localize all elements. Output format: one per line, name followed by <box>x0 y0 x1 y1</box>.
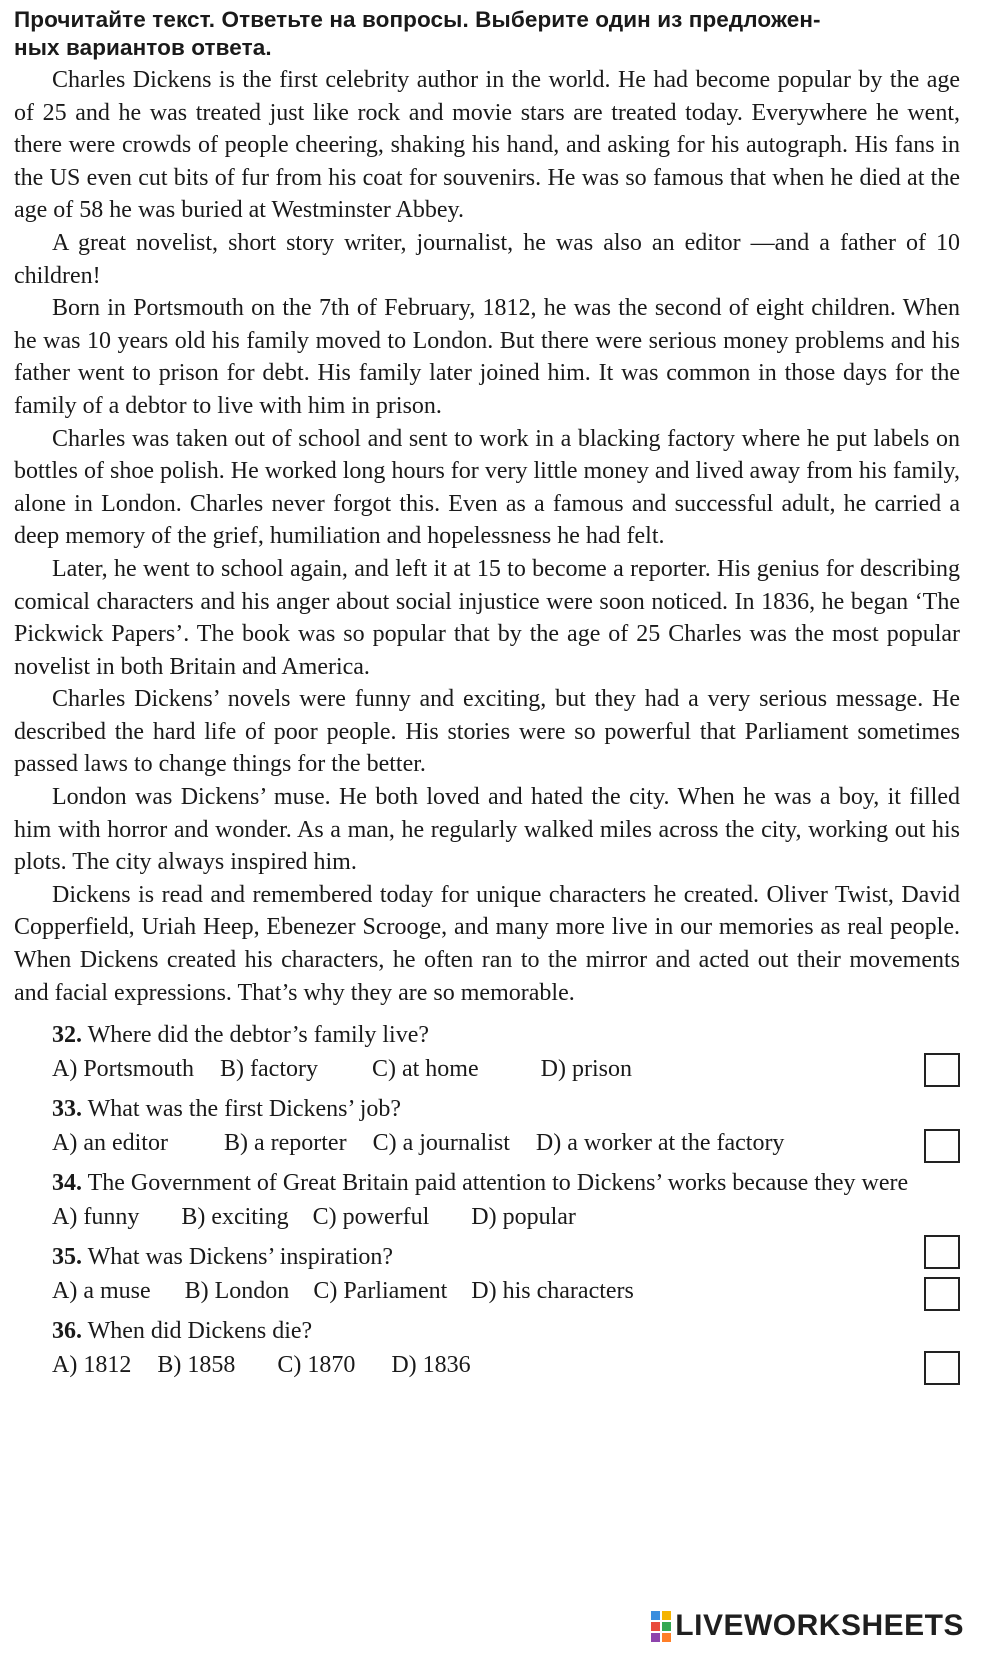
question-text: What was the first Dickens’ job? <box>87 1096 402 1123</box>
reading-passage <box>14 64 960 1009</box>
worksheet-page <box>14 6 960 1389</box>
passage-paragraph: Born in Portsmouth on the 7th of February, 1812, he was the second of eight children. When he was 10 years old his family moved to London. But there were serious money problems and his father went to prison for debt. His family later joined him. It was common in those days for the family of a debtor to live with him in prison. <box>14 295 960 419</box>
option-d: D) a worker at the factory <box>535 1130 785 1157</box>
option-a: A) an editor <box>52 1130 168 1157</box>
option-c: C) 1870 <box>277 1352 356 1379</box>
question-32 <box>14 1019 960 1087</box>
liveworksheets-logo-icon <box>651 1611 671 1642</box>
passage-paragraph: London was Dickens’ muse. He both loved and hated the city. When he was a boy, it filled him with horror and wonder. As a man, he regularly walked miles across the city, working out his plots. The city always inspired him. <box>14 784 960 876</box>
option-b: B) 1858 <box>157 1352 236 1379</box>
passage-paragraph: Later, he went to school again, and left it at 15 to become a reporter. His genius for describing comical characters and his anger about social injustice were soon noticed. In 1836, he began ‘The Pickwick Papers’. The book was so popular that by the age of 25 Charles was the most popular novelist in both Britain and America. <box>14 555 960 680</box>
passage-paragraph: Charles was taken out of school and sent to work in a blacking factory where he put labels on bottles of shoe polish. He worked long hours for very little money and lived away from his family, alone in London. Charles never forgot this. Even as a famous and successful adult, he carried a deep memory of the grief, humiliation and hopelessness he had felt. <box>14 425 960 550</box>
passage-paragraph: Charles Dickens is the first celebrity author in the world. He had become popular by the age of 25 and he was treated just like rock and movie stars are treated today. Everywhere he went, there were crowds of people cheering, shaking his hand, and asking for his autograph. His fans in the US even cut bits of fur from his coat for souvenirs. He was so famous that when he died at the age of 58 he was buried at Westminster Abbey. <box>14 67 960 224</box>
instruction-line-2: ных вариантов ответа. <box>14 35 272 60</box>
passage-paragraph: A great novelist, short story writer, journalist, he was also an editor —and a father of 10 children! <box>14 229 960 289</box>
option-d: D) his characters <box>471 1278 634 1305</box>
question-number: 32. <box>52 1022 82 1049</box>
option-c: C) powerful <box>312 1204 430 1231</box>
instruction-heading <box>14 6 960 62</box>
option-b: B) factory <box>220 1056 318 1083</box>
passage-paragraph: Charles Dickens’ novels were funny and exciting, but they had a very serious message. He described the hard life of poor people. His stories were so powerful that Parliament sometimes passed laws to change things for the better. <box>14 686 960 778</box>
answer-options <box>14 1347 960 1383</box>
option-d: D) prison <box>540 1056 632 1083</box>
answer-options <box>14 1273 960 1309</box>
option-b: B) exciting <box>181 1204 289 1231</box>
questions-section <box>14 1019 960 1383</box>
question-text: Where did the debtor’s family live? <box>87 1022 430 1049</box>
option-a: A) 1812 <box>52 1352 132 1379</box>
question-number: 36. <box>52 1318 82 1345</box>
option-b: B) a reporter <box>223 1130 347 1157</box>
question-34 <box>14 1167 960 1235</box>
question-number: 34. <box>52 1170 82 1197</box>
answer-options <box>14 1125 960 1161</box>
option-c: C) Parliament <box>313 1278 448 1305</box>
question-text: What was Dickens’ inspiration? <box>87 1244 394 1271</box>
option-a: A) Portsmouth <box>52 1056 195 1083</box>
question-35 <box>14 1241 960 1309</box>
option-c: C) at home <box>371 1056 479 1083</box>
question-number: 33. <box>52 1096 82 1123</box>
answer-box-32[interactable] <box>924 1053 960 1087</box>
liveworksheets-logo <box>651 1609 964 1643</box>
option-d: D) popular <box>471 1204 576 1231</box>
instruction-line-1: Прочитайте текст. Ответьте на вопросы. Выберите один из предложен- <box>14 7 821 32</box>
question-33 <box>14 1093 960 1161</box>
question-text: The Government of Great Britain paid attention to Dickens’ works because they were <box>87 1170 909 1197</box>
option-a: A) funny <box>52 1204 140 1231</box>
answer-box-36[interactable] <box>924 1351 960 1385</box>
option-b: B) London <box>184 1278 290 1305</box>
option-a: A) a muse <box>52 1278 151 1305</box>
answer-options <box>14 1051 960 1087</box>
option-d: D) 1836 <box>391 1352 471 1379</box>
passage-paragraph: Dickens is read and remembered today for unique characters he created. Oliver Twist, David Copperfield, Uriah Heep, Ebenezer Scrooge, and many more live in our memories as real people. When Dickens created his characters, he often ran to the mirror and acted out their movements and facial expressions. That’s why they are so memorable. <box>14 881 960 1006</box>
answer-box-33[interactable] <box>924 1129 960 1163</box>
question-36 <box>14 1315 960 1383</box>
question-text: When did Dickens die? <box>87 1318 313 1345</box>
answer-box-35[interactable] <box>924 1277 960 1311</box>
question-number: 35. <box>52 1244 82 1271</box>
answer-options <box>14 1199 960 1235</box>
brand-name: LIVEWORKSHEETS <box>675 1609 964 1642</box>
option-c: C) a journalist <box>372 1130 510 1157</box>
